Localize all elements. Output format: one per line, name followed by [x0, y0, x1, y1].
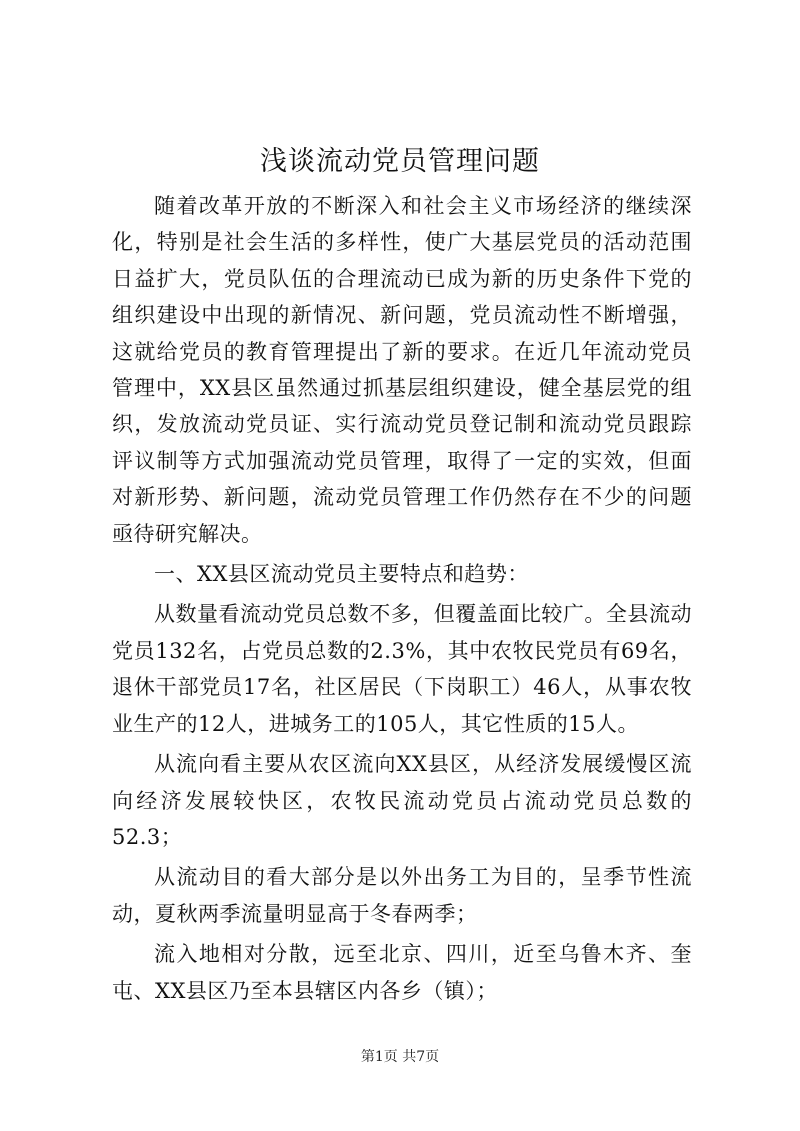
paragraph-direction: 从流向看主要从农区流向XX县区，从经济发展缓慢区流向经济发展较快区，农牧民流动党员占流动党员总数的52.3；: [112, 752, 692, 849]
paragraph-quantity: 从数量看流动党员总数不多，但覆盖面比较广。全县流动党员132名，占党员总数的2.3%，其中农牧民党员有69名，退休干部党员17名，社区居民（下岗职工）46人，从事农牧业生产的12人，进城务工的105人，其它性质的15人。: [112, 602, 692, 736]
page-number-footer: 第1页 共7页: [360, 1049, 440, 1065]
paragraph-purpose: 从流动目的看大部分是以外出务工为目的，呈季节性流动，夏秋两季流量明显高于冬春两季；: [112, 865, 692, 926]
document-body: [112, 188, 692, 1013]
document-title: 浅谈流动党员管理问题: [260, 146, 540, 177]
paragraph-intro: 随着改革开放的不断深入和社会主义市场经济的继续深化，特别是社会生活的多样性，使广大基层党员的活动范围日益扩大，党员队伍的合理流动已成为新的历史条件下党的组织建设中出现的新情况、新问题，党员流动性不断增强，这就给党员的教育管理提出了新的要求。在近几年流动党员管理中，XX县区虽然通过抓基层组织建设，健全基层党的组织，发放流动党员证、实行流动党员登记制和流动党员跟踪评议制等方式加强流动党员管理，取得了一定的实效，但面对新形势、新问题，流动党员管理工作仍然存在不少的问题亟待研究解决。: [112, 194, 692, 546]
paragraph-destination: 流入地相对分散，远至北京、四川，近至乌鲁木齐、奎屯、XX县区乃至本县辖区内各乡（镇）；: [112, 942, 692, 1003]
section-heading: 一、XX县区流动党员主要特点和趋势：: [154, 562, 529, 587]
